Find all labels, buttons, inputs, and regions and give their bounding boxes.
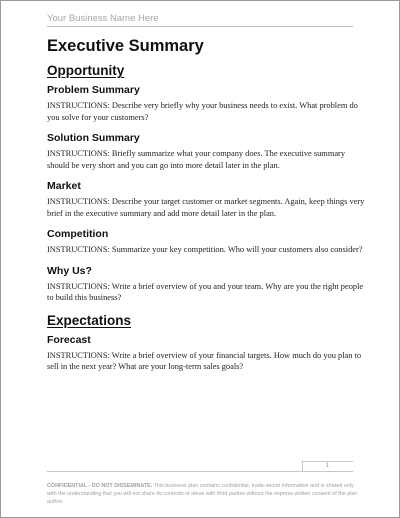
page-content: [47, 37, 367, 382]
problem-summary-text: INSTRUCTIONS: Describe very briefly why your business needs to exist. What problem do you solve for your customers?: [47, 101, 358, 122]
subheading-market: Market: [47, 180, 81, 192]
subheading-competition: Competition: [47, 228, 109, 240]
header-divider: [47, 26, 353, 27]
section-heading-opportunity: Opportunity: [47, 63, 125, 78]
subheading-solution-summary: Solution Summary: [47, 132, 140, 144]
subheading-problem-summary: Problem Summary: [47, 84, 140, 96]
footer-divider: [47, 471, 353, 472]
confidential-label: CONFIDENTIAL - DO NOT DISSEMINATE.: [47, 483, 153, 489]
confidential-text: This business plan contains confidential, trade-secret information and is shared only with the understanding that you will not share its contents or ideas with third parties without the express written consent of the plan author.: [47, 483, 358, 505]
confidentiality-notice: [47, 482, 359, 506]
subheading-why-us: Why Us?: [47, 264, 92, 277]
why-us-text: INSTRUCTIONS: Write a brief overview of you and your team. Why are you the right people to build this business?: [47, 281, 364, 302]
solution-summary-text: INSTRUCTIONS: Briefly summarize what your company does. The executive summary should be very short and you can go into more detail later in the plan.: [47, 149, 346, 170]
market-text: INSTRUCTIONS: Describe your target customer or market segments. Again, keep things very brief in the executive summary and add more detail later in the plan.: [47, 197, 365, 218]
competition-text: INSTRUCTIONS: Summarize your key competition. Who will your customers also consider?: [47, 245, 363, 254]
section-heading-expectations: Expectations: [47, 312, 132, 328]
page-title: Executive Summary: [47, 37, 204, 55]
page-number: 1: [325, 462, 329, 469]
business-name-header: Your Business Name Here: [47, 13, 159, 24]
subheading-forecast: Forecast: [47, 333, 91, 346]
forecast-text: INSTRUCTIONS: Write a brief overview of your financial targets. How much do you plan to sell in the next year? What are your long-term sales goals?: [47, 350, 362, 371]
